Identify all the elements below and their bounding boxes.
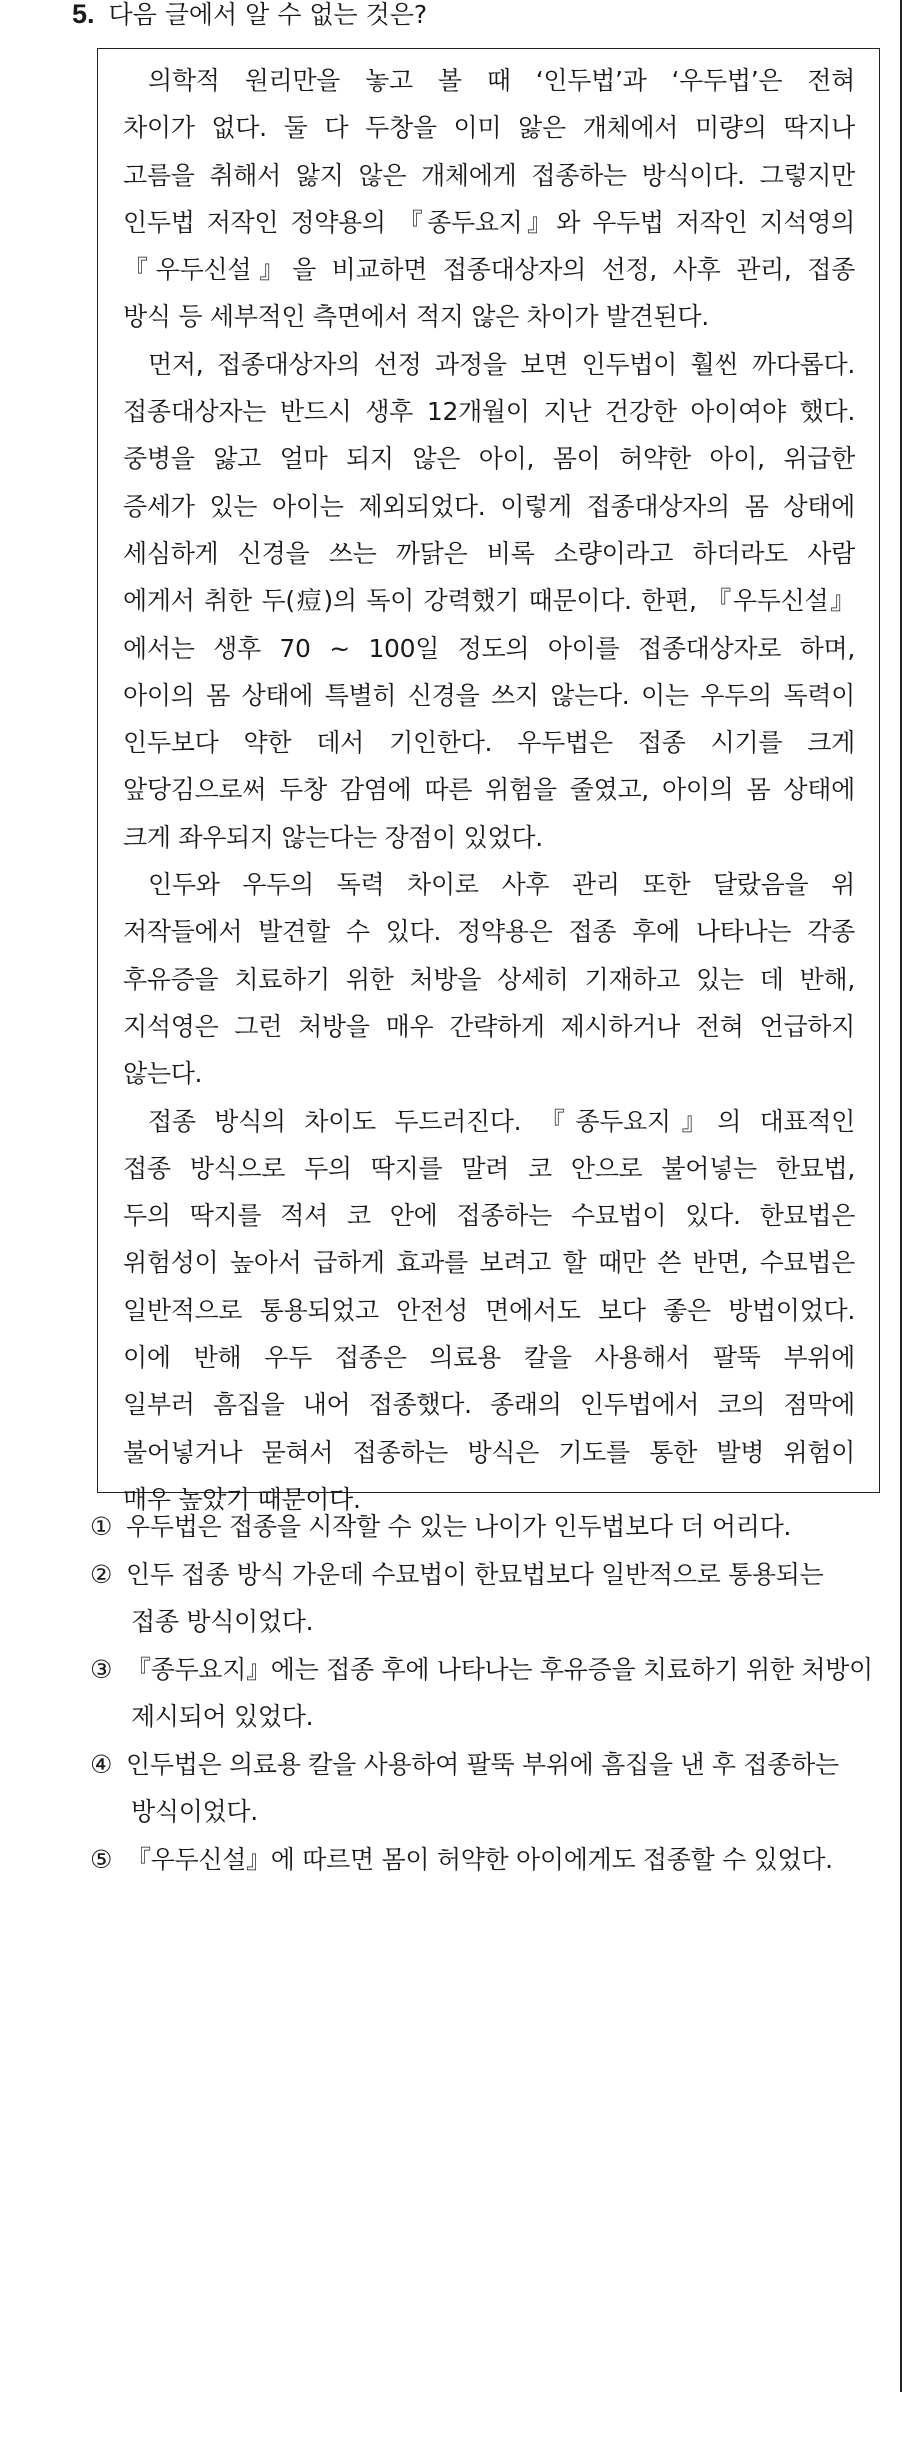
- question-prompt: 다음 글에서 알 수 없는 것은?: [108, 0, 428, 29]
- choice-text: 인두 접종 방식 가운데 수묘법이 한묘법보다 일반적으로 통용되는: [126, 1559, 824, 1589]
- passage-paragraph: [123, 57, 855, 341]
- choice-text: 접종 방식이었다.: [131, 1607, 314, 1636]
- passage-line: 접종대상자는 반드시 생후 12개월이 지난 건강한 아이여야 했다.: [123, 397, 855, 427]
- answer-choice-4[interactable]: [90, 1741, 890, 1836]
- passage-line: 저작들에서 발견할 수 있다. 정약용은 접종 후에 나타나는 각종: [123, 917, 855, 947]
- choice-number: ④: [90, 1749, 113, 1779]
- choice-number: ③: [90, 1654, 113, 1684]
- answer-choices: [90, 1503, 890, 1883]
- passage-paragraph: [123, 861, 855, 1097]
- passage-paragraph: [123, 1098, 855, 1524]
- answer-choice-5[interactable]: [90, 1836, 890, 1884]
- passage-line: 『우두신설』을 비교하면 접종대상자의 선정, 사후 관리, 접종: [123, 255, 855, 285]
- passage-line: 매우 높았기 때문이다.: [123, 1484, 361, 1514]
- passage-line: 인두법 저작인 정약용의 『종두요지』와 우두법 저작인 지석영의: [123, 207, 855, 237]
- passage-line: 인두보다 약한 데서 기인한다. 우두법은 접종 시기를 크게: [123, 728, 855, 758]
- passage-line: 일부러 흠집을 내어 접종했다. 종래의 인두법에서 코의 점막에: [123, 1390, 855, 1420]
- passage-line: 증세가 있는 아이는 제외되었다. 이렇게 접종대상자의 몸 상태에: [123, 491, 855, 521]
- choice-line: [90, 1788, 890, 1836]
- passage-line: 먼저, 접종대상자의 선정 과정을 보면 인두법이 훨씬 까다롭다.: [148, 349, 855, 379]
- passage-line: 앞당김으로써 두창 감염에 따른 위험을 줄였고, 아이의 몸 상태에: [123, 775, 855, 805]
- choice-line: [90, 1503, 890, 1551]
- passage-line: 지석영은 그런 처방을 매우 간략하게 제시하거나 전혀 언급하지: [123, 1011, 855, 1041]
- passage-line: 불어넣거나 묻혀서 접종하는 방식은 기도를 통한 발병 위험이: [123, 1437, 855, 1467]
- passage-line: 아이의 몸 상태에 특별히 신경을 쓰지 않는다. 이는 우두의 독력이: [123, 680, 855, 710]
- passage-line: 위험성이 높아서 급하게 효과를 보려고 할 때만 쓴 반면, 수묘법은: [123, 1248, 855, 1278]
- passage-line: 에서는 생후 70 ~ 100일 정도의 아이를 접종대상자로 하며,: [123, 633, 855, 663]
- passage-line: 두의 딱지를 적셔 코 안에 접종하는 수묘법이 있다. 한묘법은: [123, 1201, 855, 1231]
- answer-choice-3[interactable]: [90, 1646, 890, 1741]
- choice-line: [90, 1551, 890, 1599]
- passage-line: 일반적으로 통용되었고 안전성 면에서도 보다 좋은 방법이었다.: [123, 1295, 855, 1325]
- choice-text: 우두법은 접종을 시작할 수 있는 나이가 인두법보다 더 어리다.: [126, 1512, 792, 1541]
- passage-line: 이에 반해 우두 접종은 의료용 칼을 사용해서 팔뚝 부위에: [123, 1343, 855, 1373]
- passage-line: 접종 방식으로 두의 딱지를 말려 코 안으로 불어넣는 한묘법,: [123, 1153, 855, 1183]
- passage-line: 세심하게 신경을 쓰는 까닭은 비록 소량이라고 하더라도 사람: [123, 538, 855, 568]
- answer-choice-2[interactable]: [90, 1551, 890, 1646]
- choice-line: [90, 1693, 890, 1741]
- choice-line: [90, 1741, 890, 1789]
- choice-line: [90, 1598, 890, 1646]
- choice-line: [90, 1836, 890, 1884]
- passage-line: 고름을 취해서 앓지 않은 개체에게 접종하는 방식이다. 그렇지만: [123, 160, 855, 190]
- choice-text: 『우두신설』에 따르면 몸이 허약한 아이에게도 접종할 수 있었다.: [126, 1844, 833, 1874]
- choice-number: ②: [90, 1559, 113, 1589]
- passage-line: 인두와 우두의 독력 차이로 사후 관리 또한 달랐음을 위: [148, 870, 855, 900]
- choice-text: 제시되어 있었다.: [131, 1702, 314, 1731]
- passage-line: 에게서 취한 두(痘)의 독이 강력했기 때문이다. 한편, 『우두신설』: [123, 586, 855, 616]
- passage-box: [97, 48, 880, 1514]
- column-divider: [900, 0, 902, 2392]
- choice-number: ①: [90, 1512, 113, 1541]
- passage-line: 않는다.: [123, 1059, 203, 1089]
- choice-text: 인두법은 의료용 칼을 사용하여 팔뚝 부위에 흠집을 낸 후 접종하는: [126, 1749, 839, 1779]
- passage-line: 중병을 앓고 얼마 되지 않은 아이, 몸이 허약한 아이, 위급한: [123, 444, 855, 474]
- choice-text: 방식이었다.: [131, 1797, 258, 1826]
- passage-line: 차이가 없다. 둘 다 두창을 이미 앓은 개체에서 미량의 딱지나: [123, 113, 855, 143]
- passage-paragraph: [123, 341, 855, 861]
- choice-number: ⑤: [90, 1844, 113, 1874]
- choice-text: 『종두요지』에는 접종 후에 나타나는 후유증을 치료하기 위한 처방이: [126, 1654, 873, 1684]
- question-number: 5.: [72, 0, 95, 29]
- answer-choice-1[interactable]: [90, 1503, 890, 1551]
- passage-line: 의학적 원리만을 놓고 볼 때 ‘인두법’과 ‘우두법’은 전혀: [148, 66, 855, 95]
- passage-line: 방식 등 세부적인 측면에서 적지 않은 차이가 발견된다.: [123, 302, 709, 332]
- passage-line: 접종 방식의 차이도 두드러진다. 『종두요지』의 대표적인: [148, 1106, 855, 1136]
- question-header: [72, 0, 427, 36]
- passage-line: 후유증을 치료하기 위한 처방을 상세히 기재하고 있는 데 반해,: [123, 964, 855, 994]
- choice-line: [90, 1646, 890, 1694]
- passage-line: 크게 좌우되지 않는다는 장점이 있었다.: [123, 822, 543, 852]
